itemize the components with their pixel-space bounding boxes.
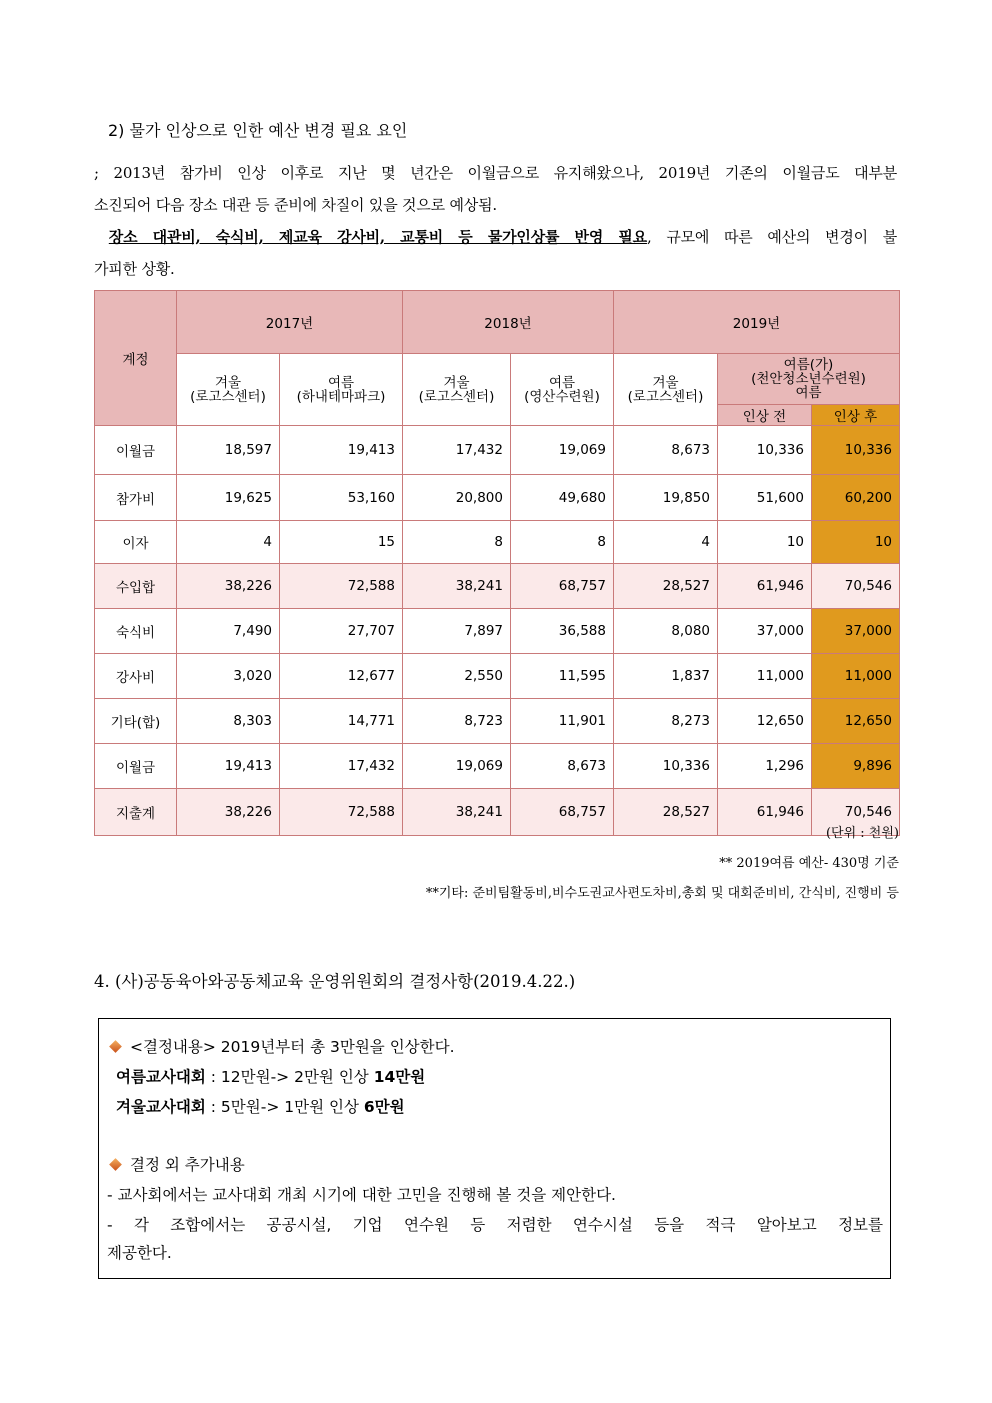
summer-result: 14만원 xyxy=(373,1068,426,1086)
col-2017-winter: 겨울 (로고스센터) xyxy=(177,354,280,426)
table-row xyxy=(95,699,900,744)
year-2018: 2018년 xyxy=(403,291,614,354)
table-cell: 8,303 xyxy=(177,699,280,744)
table-cell: 49,680 xyxy=(511,475,614,521)
paragraph-2-line-1 xyxy=(94,221,897,253)
table-cell: 19,850 xyxy=(614,475,718,521)
table-cell: 4 xyxy=(177,521,280,564)
table-cell: 10,336 xyxy=(718,426,812,475)
table-row xyxy=(95,521,900,564)
table-body xyxy=(95,426,900,836)
table-cell: 8,080 xyxy=(614,609,718,654)
budget-table xyxy=(94,290,900,836)
table-cell: 7,897 xyxy=(403,609,511,654)
table-cell: 17,432 xyxy=(280,744,403,789)
table-row xyxy=(95,426,900,475)
paragraph-2-rest: , 규모에 따른 예산의 변경이 불 xyxy=(646,228,897,246)
extra-title: 결정 외 추가내용 xyxy=(130,1156,245,1174)
table-cell: 1,296 xyxy=(718,744,812,789)
extra-item-2-line-2: 제공한다. xyxy=(107,1244,172,1262)
row-label: 지출계 xyxy=(95,789,177,836)
year-2019: 2019년 xyxy=(614,291,900,354)
table-cell: 20,800 xyxy=(403,475,511,521)
row-label: 참가비 xyxy=(95,475,177,521)
paragraph-2-line-2: 가피한 상황. xyxy=(94,260,175,278)
row-label: 숙식비 xyxy=(95,609,177,654)
winter-line xyxy=(116,1095,405,1117)
row-label: 이월금 xyxy=(95,744,177,789)
summer-label: 여름교사대회 xyxy=(116,1068,206,1086)
decision-title: <결정내용> 2019년부터 총 3만원을 인상한다. xyxy=(130,1038,455,1056)
summer-line xyxy=(116,1065,425,1087)
winter-text: : 5만원-> 1만원 인상 xyxy=(205,1098,364,1116)
winter-label: 겨울교사대회 xyxy=(116,1098,206,1116)
table-cell: 19,413 xyxy=(280,426,403,475)
table-row xyxy=(95,564,900,609)
year-2017: 2017년 xyxy=(177,291,403,354)
col-2018-winter: 겨울 (로고스센터) xyxy=(403,354,511,426)
table-cell: 37,000 xyxy=(812,609,900,654)
table-cell: 1,837 xyxy=(614,654,718,699)
table-cell: 19,069 xyxy=(511,426,614,475)
row-label: 기타(합) xyxy=(95,699,177,744)
note-budget: ** 2019여름 예산- 430명 기준 xyxy=(719,856,899,871)
decision-title-line xyxy=(107,1035,455,1057)
table-cell: 28,527 xyxy=(614,789,718,836)
table-cell: 72,588 xyxy=(280,789,403,836)
table-cell: 70,546 xyxy=(812,564,900,609)
table-cell: 38,226 xyxy=(177,789,280,836)
section-2-heading: 2) 물가 인상으로 인한 예산 변경 필요 요인 xyxy=(108,121,408,140)
row-label: 이월금 xyxy=(95,426,177,475)
row-label: 이자 xyxy=(95,521,177,564)
table-row xyxy=(95,609,900,654)
note-etc: **기타: 준비팀활동비,비수도권교사편도차비,총회 및 대회준비비, 간식비, 진행비 등 xyxy=(425,886,899,901)
paragraph-1-line-1: ; 2013년 참가비 인상 이후로 지난 몇 년간은 이월금으로 유지해왔으나, 2019년 기존의 이월금도 대부분 xyxy=(94,164,897,182)
table-cell: 8,673 xyxy=(511,744,614,789)
table-cell: 68,757 xyxy=(511,564,614,609)
col-before-increase: 인상 전 xyxy=(718,405,812,426)
table-cell: 10,336 xyxy=(812,426,900,475)
row-header-account: 계정 xyxy=(95,291,177,426)
col-2019-winter: 겨울 (로고스센터) xyxy=(614,354,718,426)
table-cell: 15 xyxy=(280,521,403,564)
table-cell: 11,000 xyxy=(718,654,812,699)
table-cell: 17,432 xyxy=(403,426,511,475)
decision-box xyxy=(98,1018,891,1279)
table-cell: 7,490 xyxy=(177,609,280,654)
table-cell: 61,946 xyxy=(718,564,812,609)
highlighted-phrase: 장소 대관비, 숙식비, 제교육 강사비, 교통비 등 물가인상률 반영 필요 xyxy=(108,228,647,246)
summer-text: : 12만원-> 2만원 인상 xyxy=(205,1068,374,1086)
table-cell: 8 xyxy=(511,521,614,564)
table-cell: 8,273 xyxy=(614,699,718,744)
table-cell: 27,707 xyxy=(280,609,403,654)
table-cell: 60,200 xyxy=(812,475,900,521)
table-cell: 18,597 xyxy=(177,426,280,475)
paragraph-1-line-2: 소진되어 다음 장소 대관 등 준비에 차질이 있을 것으로 예상됨. xyxy=(94,196,497,214)
table-cell: 28,527 xyxy=(614,564,718,609)
table-cell: 11,000 xyxy=(812,654,900,699)
winter-result: 6만원 xyxy=(363,1098,405,1116)
table-row xyxy=(95,654,900,699)
table-cell: 51,600 xyxy=(718,475,812,521)
table-cell: 19,413 xyxy=(177,744,280,789)
table-cell: 36,588 xyxy=(511,609,614,654)
table-cell: 11,595 xyxy=(511,654,614,699)
table-cell: 14,771 xyxy=(280,699,403,744)
col-2019-summer: 여름(가) (천안청소년수련원) 여름 xyxy=(718,354,900,405)
table-cell: 12,677 xyxy=(280,654,403,699)
table-cell: 12,650 xyxy=(718,699,812,744)
table-cell: 8,723 xyxy=(403,699,511,744)
table-cell: 38,226 xyxy=(177,564,280,609)
row-label: 수입합 xyxy=(95,564,177,609)
table-cell: 2,550 xyxy=(403,654,511,699)
extra-item-1: - 교사회에서는 교사대회 개최 시기에 대한 고민을 진행해 볼 것을 제안한다. xyxy=(107,1186,616,1204)
table-cell: 68,757 xyxy=(511,789,614,836)
table-cell: 19,069 xyxy=(403,744,511,789)
table-cell: 38,241 xyxy=(403,789,511,836)
diamond-bullet-icon xyxy=(109,1040,122,1053)
table-cell: 19,625 xyxy=(177,475,280,521)
table-row xyxy=(95,744,900,789)
table-cell: 3,020 xyxy=(177,654,280,699)
table-row xyxy=(95,475,900,521)
extra-item-2-line-1: - 각 조합에서는 공공시설, 기업 연수원 등 저렴한 연수시설 등을 적극 알아보고 정보를 xyxy=(107,1216,883,1234)
table-cell: 10,336 xyxy=(614,744,718,789)
table-cell: 8,673 xyxy=(614,426,718,475)
col-2018-summer: 여름 (영산수련원) xyxy=(511,354,614,426)
table-cell: 11,901 xyxy=(511,699,614,744)
table-cell: 10 xyxy=(718,521,812,564)
table-cell: 4 xyxy=(614,521,718,564)
table-cell: 37,000 xyxy=(718,609,812,654)
col-after-increase: 인상 후 xyxy=(812,405,900,426)
table-cell: 70,546 xyxy=(812,789,900,836)
table-cell: 9,896 xyxy=(812,744,900,789)
note-unit: (단위 : 천원) xyxy=(825,826,899,841)
diamond-bullet-icon xyxy=(109,1158,122,1171)
table-cell: 61,946 xyxy=(718,789,812,836)
row-label: 강사비 xyxy=(95,654,177,699)
section-4-heading: 4. (사)공동육아와공동체교육 운영위원회의 결정사항(2019.4.22.) xyxy=(94,972,576,991)
extra-title-line xyxy=(107,1153,245,1175)
table-cell: 8 xyxy=(403,521,511,564)
table-cell: 12,650 xyxy=(812,699,900,744)
table-cell: 10 xyxy=(812,521,900,564)
table-cell: 38,241 xyxy=(403,564,511,609)
table-cell: 53,160 xyxy=(280,475,403,521)
table-cell: 72,588 xyxy=(280,564,403,609)
col-2017-summer: 여름 (하내테마파크) xyxy=(280,354,403,426)
